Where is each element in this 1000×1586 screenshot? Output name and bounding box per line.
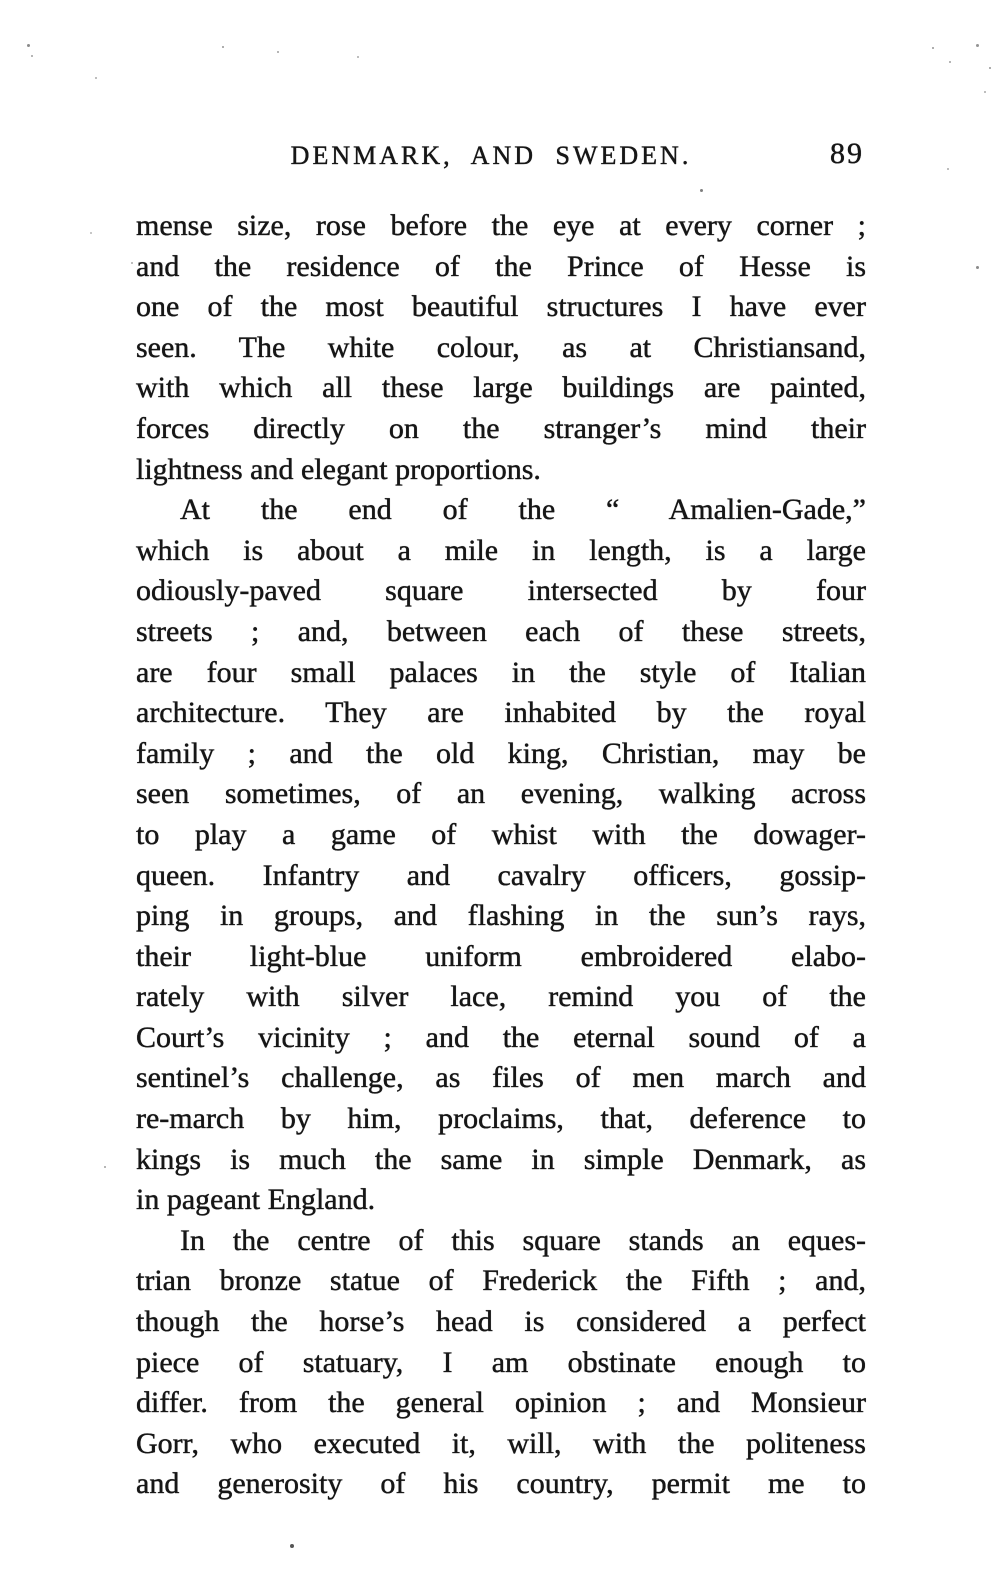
scan-speck	[976, 266, 979, 269]
text-line: lightness and elegant proportions.	[136, 452, 541, 486]
scan-speck	[947, 168, 949, 170]
scan-speck	[31, 55, 33, 57]
text-line: re-march by him, proclaims, that, deference to	[136, 1102, 866, 1136]
text-line: odiously-paved square intersected by four	[136, 574, 866, 608]
scan-speck	[104, 1166, 106, 1168]
text-line: in pageant England.	[136, 1183, 376, 1217]
scan-speck	[976, 44, 979, 47]
text-line: mense size, rose before the eye at every corner ;	[136, 209, 866, 242]
text-line: At the end of the “ Amalien-Gade,”	[180, 493, 866, 527]
text-line: architecture. They are inhabited by the royal	[136, 696, 866, 730]
running-head	[136, 139, 866, 181]
paragraph	[136, 490, 866, 1221]
text-line: rately with silver lace, remind you of the	[136, 980, 866, 1014]
scan-speck	[932, 47, 934, 49]
scan-speck	[290, 1544, 294, 1548]
text-line: seen. The white colour, as at Christiansand,	[136, 330, 866, 364]
text-line: streets ; and, between each of these streets,	[136, 614, 866, 648]
text-line: piece of statuary, I am obstinate enough to	[136, 1345, 866, 1379]
page-number: 89	[830, 137, 864, 170]
text-line: one of the most beautiful structures I have ever	[136, 290, 866, 324]
running-title: DENMARK, AND SWEDEN.	[290, 141, 692, 170]
text-line: and the residence of the Prince of Hesse is	[136, 249, 866, 283]
text-line: seen sometimes, of an evening, walking across	[136, 777, 866, 811]
text-line: differ. from the general opinion ; and Monsieur	[136, 1386, 866, 1420]
text-line: forces directly on the stranger’s mind their	[136, 411, 866, 445]
scan-speck	[700, 189, 703, 192]
text-line: family ; and the old king, Christian, may be	[136, 736, 866, 770]
text-line: In the centre of this square stands an eques-	[180, 1223, 866, 1257]
scan-speck	[357, 56, 359, 58]
scan-speck	[949, 61, 951, 63]
scan-speck	[95, 77, 97, 79]
text-line: are four small palaces in the style of Italian	[136, 655, 866, 689]
text-line: Court’s vicinity ; and the eternal sound of a	[136, 1020, 866, 1054]
text-line: their light-blue uniform embroidered elabo-	[136, 939, 866, 973]
scan-speck	[989, 67, 991, 69]
scan-speck	[222, 46, 224, 48]
paragraph	[136, 1221, 866, 1505]
text-line: to play a game of whist with the dowager-	[136, 817, 866, 851]
scan-speck	[277, 51, 279, 53]
text-line: though the horse’s head is considered a perfect	[136, 1305, 866, 1339]
text-line: sentinel’s challenge, as files of men march and	[136, 1061, 866, 1095]
scan-speck	[131, 262, 133, 264]
text-line: and generosity of his country, permit me to	[136, 1467, 866, 1501]
scan-speck	[984, 91, 986, 93]
paragraph	[136, 206, 866, 490]
text-line: queen. Infantry and cavalry officers, gossip-	[136, 858, 866, 892]
text-line: kings is much the same in simple Denmark, as	[136, 1142, 866, 1176]
scan-speck	[90, 232, 92, 234]
text-line: trian bronze statue of Frederick the Fifth ; and,	[136, 1264, 866, 1298]
text-line: which is about a mile in length, is a large	[136, 533, 866, 567]
text-line: Gorr, who executed it, will, with the politeness	[136, 1426, 866, 1460]
scan-speck	[27, 44, 30, 47]
body-text	[136, 206, 866, 1505]
text-line: ping in groups, and flashing in the sun’s rays,	[136, 899, 866, 933]
text-line: with which all these large buildings are painted,	[136, 371, 866, 405]
